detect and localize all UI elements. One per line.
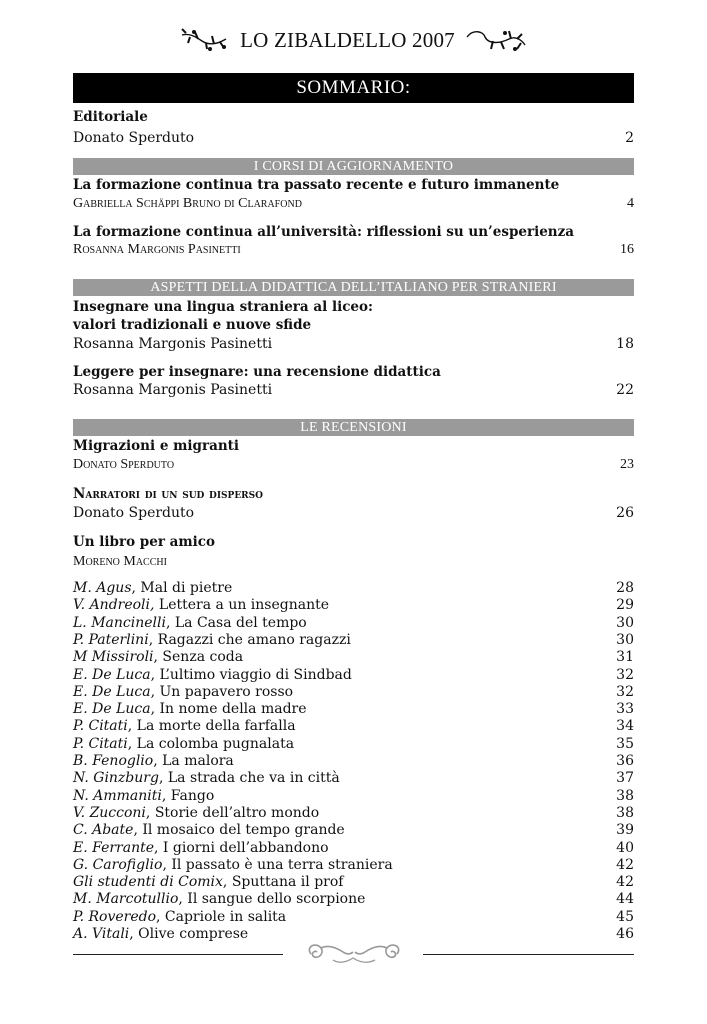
book-title: Lettera a un insegnante [154, 597, 330, 614]
footer-rule-left [73, 954, 283, 955]
book-author: N. Ammaniti [73, 787, 162, 804]
toc-title: La formazione continua all’università: riflessioni su un’esperienza [73, 224, 575, 240]
book-entry [73, 788, 634, 805]
toc-author-row [73, 504, 634, 522]
page-number: 39 [616, 822, 634, 839]
page-number: 26 [616, 505, 634, 521]
book-author: C. Abate [73, 822, 134, 839]
book-author: B. Fenoglio [73, 753, 154, 769]
right-floral-ornament-icon [465, 27, 527, 53]
section-header-didattica: ASPETTI DELLA DIDATTICA DELL’ITALIANO PER STRANIERI [73, 279, 634, 296]
page-number: 33 [616, 701, 634, 718]
toc-author-row [73, 195, 634, 213]
book-title: , In nome della madre [150, 701, 307, 718]
toc-author-row [73, 456, 634, 474]
book-author: P. Citati [73, 718, 128, 735]
page-number: 42 [616, 856, 634, 873]
page-number: 29 [616, 597, 634, 614]
page-number: 42 [616, 874, 634, 891]
page-number: 28 [616, 580, 634, 596]
book-entry [73, 684, 634, 701]
toc-title-row [73, 485, 634, 503]
book-title: , Mal di pietre [131, 580, 233, 596]
page-number: 31 [616, 649, 634, 666]
toc-author-row [73, 241, 634, 259]
page-number: 32 [616, 683, 634, 700]
toc-title-line2: valori tradizionali e nuove sfide [73, 317, 312, 333]
toc-title: Narratori di un sud disperso [73, 486, 264, 502]
page-title: LO ZIBALDELLO 2007 [240, 27, 455, 52]
page-number: 32 [616, 666, 634, 683]
page-number: 40 [616, 839, 634, 856]
book-title: , Capriole in salita [156, 908, 287, 925]
page-number: 44 [616, 891, 634, 908]
section-header-corsi: I CORSI DI AGGIORNAMENTO [73, 158, 634, 175]
toc-title-row [73, 223, 634, 241]
book-entry [73, 667, 634, 684]
page-number: 38 [616, 787, 634, 804]
page-number: 30 [616, 631, 634, 648]
toc-author: Rosanna Margonis Pasinetti [73, 242, 241, 257]
book-title: , La malora [153, 753, 234, 769]
book-entry [73, 649, 634, 666]
page-number: 2 [625, 130, 634, 146]
toc-title: Un libro per amico [73, 534, 216, 550]
toc-author-row [73, 553, 634, 571]
book-author: V. Andreoli, [73, 597, 155, 614]
book-title: , L’ultimo viaggio di Sindbad [150, 666, 352, 683]
book-entry [73, 701, 634, 718]
toc-author: Donato Sperduto [73, 505, 195, 521]
page-number: 4 [627, 196, 634, 211]
book-title: , Senza coda [153, 649, 244, 666]
toc-author-row [73, 381, 634, 399]
toc-title-row [73, 437, 634, 455]
toc-author: Rosanna Margonis Pasinetti [73, 382, 273, 398]
footer-rule-right [423, 954, 634, 955]
book-entry [73, 840, 634, 857]
scroll-ornament-icon [303, 940, 405, 966]
toc-author: Donato Sperduto [73, 457, 175, 472]
book-entry [73, 615, 634, 632]
toc-title-row [73, 298, 634, 316]
book-author: P. Roveredo [73, 908, 157, 925]
book-title: , La colomba pugnalata [127, 735, 295, 752]
book-entry [73, 632, 634, 649]
page-number: 36 [616, 753, 634, 769]
book-entry [73, 753, 634, 770]
book-title: , Storie dell’altro mondo [145, 804, 320, 821]
book-title: , La morte della farfalla [127, 718, 296, 735]
book-title: , Un papavero rosso [150, 683, 294, 700]
book-author: L. Mancinelli [73, 614, 166, 631]
book-entry [73, 909, 634, 926]
left-floral-ornament-icon [180, 27, 230, 53]
page-number: 30 [616, 614, 634, 631]
book-author: E. Ferrante [73, 839, 155, 856]
book-author: M. Marcotullio [73, 891, 179, 908]
toc-title-row [73, 533, 634, 551]
book-entry [73, 597, 634, 614]
book-title: , I giorni dell’abbandono [154, 839, 329, 856]
book-author: P. Citati [73, 735, 128, 752]
book-author: P. Paterlini [73, 631, 149, 648]
book-author: V. Zucconi [73, 804, 146, 821]
book-entry [73, 718, 634, 735]
toc-author-row [73, 335, 634, 353]
book-title: , Ragazzi che amano ragazzi [148, 631, 351, 648]
book-title: , Il sangue dello scorpione [178, 891, 366, 908]
book-title: , La strada che va in città [158, 770, 340, 787]
toc-author: Moreno Macchi [73, 554, 167, 569]
book-title: , Il passato è una terra straniera [162, 856, 393, 873]
section-header-recensioni: LE RECENSIONI [73, 419, 634, 436]
page-number: 34 [616, 718, 634, 735]
page-number: 45 [616, 908, 634, 925]
editoriale-title-row [73, 108, 634, 126]
page-number: 22 [616, 382, 634, 398]
book-entry [73, 874, 634, 891]
book-title: , Fango [161, 787, 215, 804]
editoriale-author: Donato Sperduto [73, 130, 195, 146]
book-author: E. De Luca [73, 666, 151, 683]
book-author: Gli studenti di Comix [73, 874, 223, 891]
page-number: 37 [616, 770, 634, 787]
toc-title: Migrazioni e migranti [73, 438, 239, 454]
book-entry [73, 580, 634, 597]
toc-title-line1: Insegnare una lingua straniera al liceo: [73, 299, 373, 315]
book-author: A. Vitali [73, 926, 130, 942]
book-title: , Il mosaico del tempo grande [133, 822, 345, 839]
page-number: 35 [616, 735, 634, 752]
page-footer [73, 934, 634, 964]
toc-title: La formazione continua tra passato recente e futuro immanente [73, 177, 560, 193]
editoriale-title: Editoriale [73, 109, 148, 125]
book-title: , Olive comprese [129, 926, 249, 942]
book-entry [73, 822, 634, 839]
book-author: E. De Luca [73, 701, 151, 718]
book-entry [73, 857, 634, 874]
toc-title: Leggere per insegnare: una recensione didattica [73, 364, 441, 380]
book-entry [73, 770, 634, 787]
page-header [73, 20, 634, 60]
book-author: M. Agus [73, 580, 132, 596]
page-number: 46 [616, 926, 634, 942]
book-entry [73, 736, 634, 753]
editoriale-author-row [73, 129, 634, 147]
book-entry [73, 891, 634, 908]
toc-title-row [73, 316, 634, 334]
book-title: , Sputtana il prof [222, 874, 344, 891]
book-author: G. Carofiglio [73, 856, 163, 873]
toc-title-row [73, 363, 634, 381]
book-title: , La Casa del tempo [165, 614, 307, 631]
book-author: E. De Luca [73, 683, 151, 700]
page-number: 18 [616, 336, 634, 352]
page-number: 16 [620, 242, 634, 257]
page-number: 23 [620, 457, 634, 472]
book-entry [73, 805, 634, 822]
book-author: M Missiroli [73, 649, 154, 666]
toc-author: Rosanna Margonis Pasinetti [73, 336, 273, 352]
summary-banner: SOMMARIO: [73, 73, 634, 103]
toc-title-row [73, 176, 634, 194]
book-author: N. Ginzburg [73, 770, 159, 787]
page-number: 38 [616, 804, 634, 821]
toc-author: Gabriella Schäppi Bruno di Clarafond [73, 196, 302, 211]
